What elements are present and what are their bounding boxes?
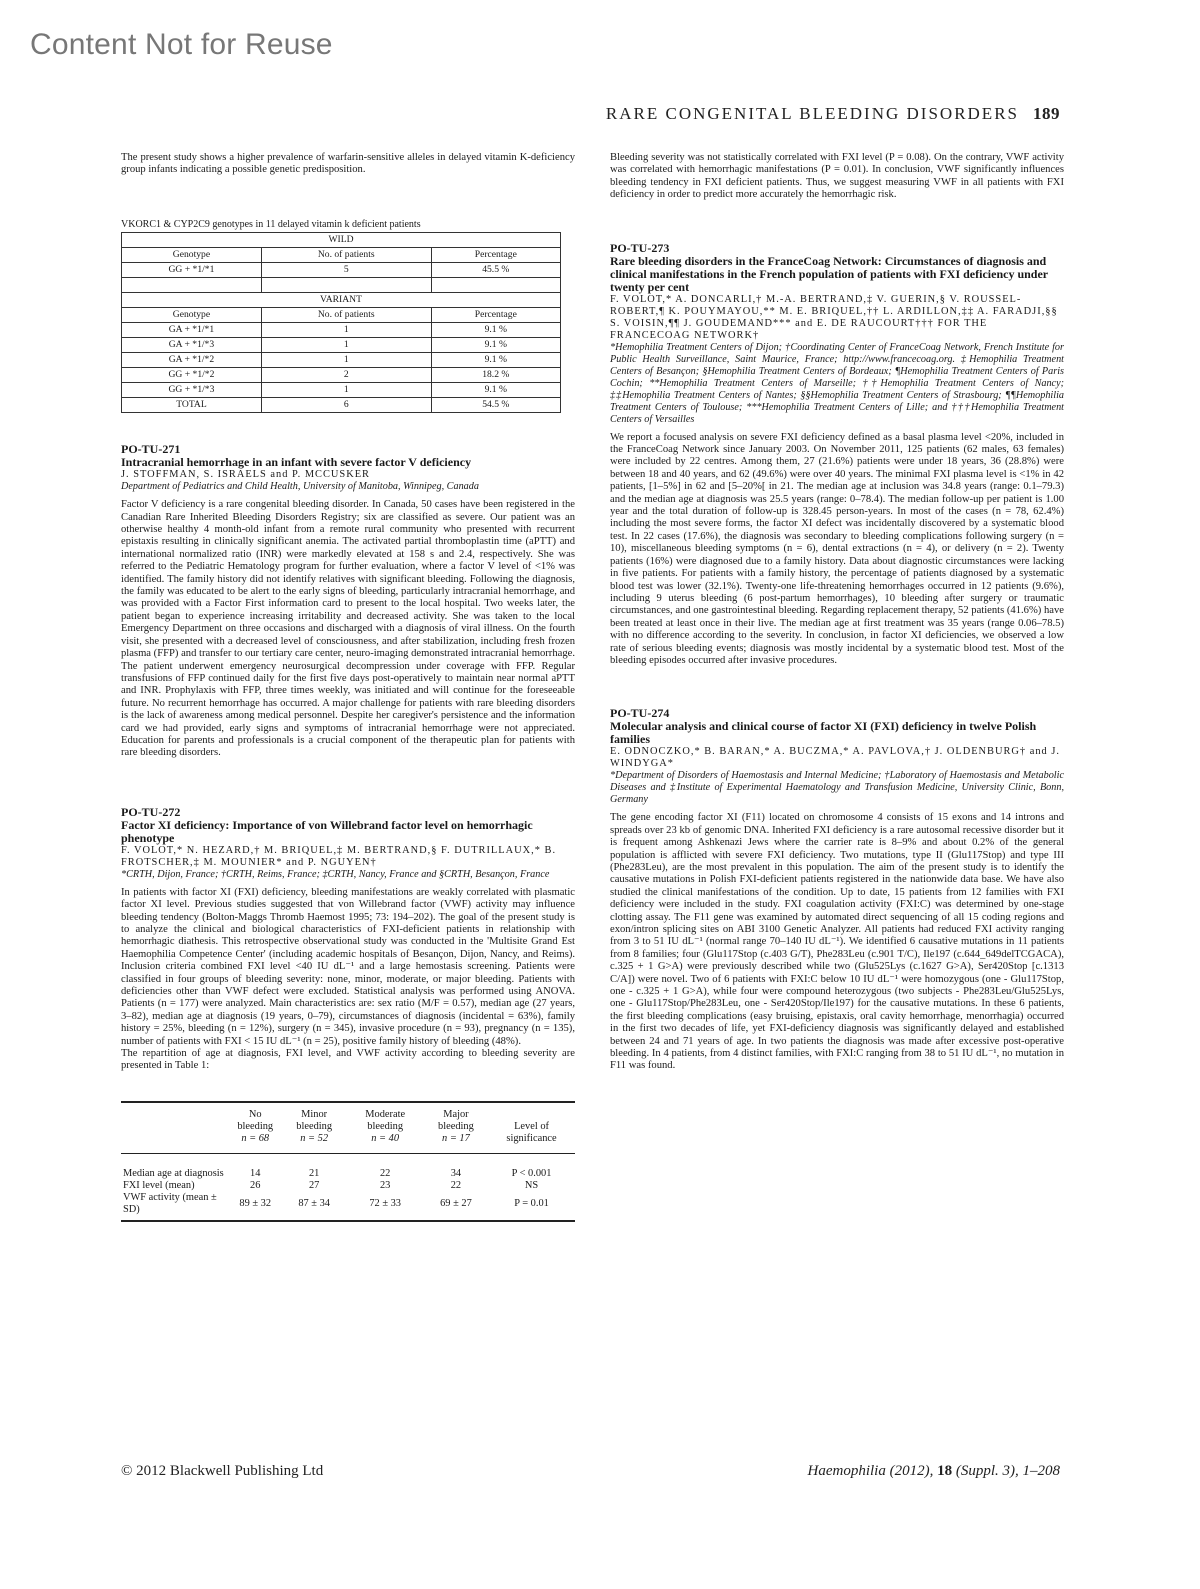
column-header: [347, 1102, 424, 1154]
genotype-table: [121, 232, 561, 413]
abstract-po-tu-273: [610, 242, 1064, 668]
table-cell: [431, 278, 560, 293]
abstract-po-tu-272: [121, 806, 575, 1222]
table-cell: FXI level (mean): [123, 1179, 195, 1191]
bleeding-severity-table: [121, 1101, 575, 1222]
table-cell: GA + *1/*1: [122, 323, 262, 338]
column-header-label: Major bleeding: [438, 1108, 474, 1132]
right-column: [610, 152, 1064, 1079]
table-row: [122, 263, 561, 278]
table-cell: 72 ± 33: [369, 1197, 402, 1209]
table-row: [121, 1192, 575, 1221]
table-cell: 5: [261, 263, 431, 278]
table-cell: 23: [379, 1179, 391, 1191]
column-header-label: No bleeding: [237, 1108, 274, 1132]
intro-paragraph: The present study shows a higher prevalence of warfarin-sensitive alleles in delayed vitamin K-deficiency group infants indicating a possible genetic predisposition.: [121, 152, 575, 176]
column-header: [424, 1102, 488, 1154]
table-row: [122, 353, 561, 368]
page-number: 189: [1033, 104, 1060, 123]
table-cell: 22: [379, 1167, 391, 1179]
table-cell: 26: [250, 1179, 261, 1191]
copyright: © 2012 Blackwell Publishing Ltd: [121, 1463, 324, 1479]
table-cell: GA + *1/*2: [122, 353, 262, 368]
column-header-n: n = 17: [442, 1132, 470, 1144]
wild-group-label: WILD: [122, 233, 561, 248]
table-row: [121, 1153, 575, 1180]
journal-citation: [808, 1463, 1061, 1480]
table-cell: 45.5 %: [431, 263, 560, 278]
table-cell: NS: [524, 1179, 539, 1191]
table-cell: 14: [250, 1167, 261, 1179]
table-cell: 1: [261, 323, 431, 338]
table-cell: 22: [450, 1179, 462, 1191]
running-head-title: RARE CONGENITAL BLEEDING DISORDERS: [605, 104, 1019, 123]
variant-group-label: VARIANT: [122, 293, 561, 308]
table-cell: 9.1 %: [431, 338, 560, 353]
left-column: [121, 152, 575, 1222]
column-header-n: n = 68: [241, 1132, 270, 1144]
column-header-label: Level of significance: [506, 1120, 557, 1144]
running-head: [606, 104, 1060, 124]
abstract-title: Molecular analysis and clinical course of factor XI (FXI) deficiency in twelve Polish families: [610, 719, 1037, 747]
column-header: [488, 1102, 575, 1154]
table-header-row: [122, 248, 561, 263]
table-cell: P < 0.001: [511, 1167, 552, 1179]
table-cell: Percentage: [431, 248, 560, 263]
abstract-affiliation: Department of Pediatrics and Child Health, University of Manitoba, Winnipeg, Canada: [121, 481, 479, 493]
table-cell: No. of patients: [261, 308, 431, 323]
table-cell: VWF activity (mean ± SD): [123, 1191, 217, 1215]
table-cell: Median age at diagnosis: [123, 1167, 224, 1179]
table-cell: 21: [308, 1167, 320, 1179]
column-header-n: n = 40: [371, 1132, 400, 1144]
abstract-id: PO-TU-273: [610, 240, 670, 255]
table-cell: GA + *1/*3: [122, 338, 262, 353]
abstract-authors: F. VOLOT,* N. HEZARD,† M. BRIQUEL,‡ M. BERTRAND,§ F. DUTRILLAUX,* B. FROTSCHER,‡ M. MOUNIER* and P. NGUYEN†: [121, 844, 557, 868]
abstract-id: PO-TU-274: [610, 706, 670, 721]
citation-year: (2012),: [885, 1463, 938, 1479]
abstract-authors: E. ODNOCZKO,* B. BARAN,* A. BUCZMA,* A. PAVLOVA,† J. OLDENBURG† and J. WINDYGA*: [610, 746, 1060, 770]
abstract-body-continued: The repartition of age at diagnosis, FXI level, and VWF activity according to bleeding severity are presented in Table 1:: [121, 1048, 575, 1072]
table-cell: 6: [261, 398, 431, 413]
table-cell: 1: [261, 338, 431, 353]
table-cell: 1: [261, 383, 431, 398]
abstract-authors: F. VOLOT,* A. DONCARLI,† M.-A. BERTRAND,‡ V. GUERIN,§ V. ROUSSEL-ROBERT,¶ K. POUYMAYOU,** M. E. BRIQUEL,†† L. ARDILLON,‡‡ A. FARADJI,§§ S. VOISIN,¶¶ J. GOUDEMAND*** and E. DE RAUCOURT††† FOR THE FRANCECOAG NETWORK†: [610, 293, 1058, 341]
table-cell: 1: [261, 353, 431, 368]
journal-name: Haemophilia: [807, 1463, 886, 1479]
table-cell: 9.1 %: [431, 323, 560, 338]
table-cell: [122, 278, 262, 293]
watermark: Content Not for Reuse: [30, 28, 333, 61]
column-header: [282, 1102, 347, 1154]
table-cell: 34: [450, 1167, 462, 1179]
table-cell: Genotype: [122, 248, 262, 263]
genotype-table-caption: VKORC1 & CYP2C9 genotypes in 11 delayed vitamin k deficient patients: [121, 218, 421, 230]
table-cell: 87 ± 34: [298, 1197, 330, 1209]
table-header-row: [122, 308, 561, 323]
abstract-authors: J. STOFFMAN, S. ISRAELS and P. MCCUSKER: [121, 469, 370, 481]
table-row: [122, 323, 561, 338]
table-cell: 2: [261, 368, 431, 383]
abstract-272-continued: Bleeding severity was not statistically correlated with FXI level (P = 0.08). On the contrary, VWF activity was correlated with hemorrhagic manifestations (P = 0.01). In conclusion, VWF significantly influences bleeding tendency in FXI deficient patients. Thus, we suggest measuring VWF in all patients with FXI deficiency in order to predict more accurately the hemorrhagic risk.: [610, 152, 1064, 201]
table-cell: 54.5 %: [431, 398, 560, 413]
abstract-affiliation: *Department of Disorders of Haemostasis and Internal Medicine; †Laboratory of Haemostasis and Metabolic Diseases and ‡Institute of Experimental Haematology and Transfusion Medicine, University Clinic, Bonn, Germany: [610, 770, 1064, 806]
table-row: [122, 368, 561, 383]
column-header-n: n = 52: [300, 1132, 329, 1144]
table-cell: 9.1 %: [431, 353, 560, 368]
abstract-body: The gene encoding factor XI (F11) located on chromosome 4 consists of 15 exons and 14 introns and spreads over 23 kb of genomic DNA. Inherited FXI deficiency is a rare autosomal recessive disorder but it is frequent among Ashkenazi Jews where the carrier rate is 8–9% and about 0.2% of the general population is afflicted with severe FXI deficiency. Two mutations, type II (Glu117Stop) and type III (Phe283Leu), are the most prevalent in this population. The aim of the present study is to identify the causative mutations in Polish FXI-deficient patients registered in the nationwide data base. We have also studied the clinical manifestations of the condition. Up to date, 15 patients from 12 families with FXI deficiency were included in the study. FXI coagulation activity (FXI:C) was determined by one-stage clotting assay. The F11 gene was examined by automated direct sequencing of all 15 coding regions and exon/intron splicing sites on ABI 3100 Genetic Analyzer. All patients had reduced FXI activity ranging from 3 to 51 IU dL⁻¹ (normal range 70–140 IU dL⁻¹). We identified 6 causative mutations in 11 patients from 8 families; four (Glu117Stop (c.403 G/T), Phe283Leu (c.901 T/C), Ile197 (c.644_649delTCGACA), c.325 + 1 G>A) were previously described while two (Glu525Lys (c.1627 G>A), Ser420Stop [c.1313 C/A]) were novel. Two of 6 patients with FXI:C below 10 IU dL⁻¹ were homozygous (one - Glu117Stop, one - c.325 + 1 G>A), while four were compound heterozygous (two subjects - Phe283Leu/Glu525Lys, one - Glu117Stop/Phe283Leu, one - Ser420Stop/Ile197) for the causative mutations. In these 6 patients, the first bleeding complications (easy bruising, epistaxis, oral cavity hemorrhage, menorrhagia) occurred in the first two decades of life, yet FXI-deficiency diagnosis was significantly delayed and established between 24 and 71 years of age. In two patients the diagnosis was made after excessive post-operative bleeding. In 4 patients, from 4 distinct families, with FXI:C ranging from 38 to 51 IU dL⁻¹, no mutation in F11 was found.: [610, 812, 1064, 1072]
table-cell: Percentage: [431, 308, 560, 323]
table-cell: 69 ± 27: [440, 1197, 472, 1209]
volume: 18: [937, 1463, 953, 1479]
column-header: [229, 1102, 282, 1154]
abstract-affiliation: *Hemophilia Treatment Centers of Dijon; †Coordinating Center of FranceCoag Network, French Institute for Public Health Surveillance, Saint Maurice, France; http://www.francecoag.org. ‡Hemophilia Treatment Centers of Besançon; §Hemophilia Treatment Centers of Bordeaux; ¶Hemophilia Treatment Centers of Paris Cochin; **Hemophilia Treatment Centers of Marseille; ††Hemophilia Treatment Centers of Nancy; ‡‡Hemophilia Treatment Centers of Nantes; §§Hemophilia Treatment Centers of Strasbourg; ¶¶Hemophilia Treatment Centers of Toulouse; ***Hemophilia Treatment Centers of Lille; and †††Hemophilia Treatment Centers of Versailles: [610, 341, 1064, 425]
abstract-title: Rare bleeding disorders in the FranceCoag Network: Circumstances of diagnosis and clinical manifestations in the French population of patients with FXI deficiency under twenty per cent: [610, 253, 1048, 294]
table-row: [121, 1180, 575, 1192]
table-cell: TOTAL: [122, 398, 262, 413]
abstract-body: Factor V deficiency is a rare congenital bleeding disorder. In Canada, 50 cases have been registered in the Canadian Rare Inherited Bleeding Disorders Registry; six are classified as severe. Our patient was an otherwise healthy 4 month-old infant from a remote rural community who presented with recurrent epistaxis resulting in clinically significant anemia. The activated partial thromboplastin time (aPTT) and international normalized ratio (INR) were markedly elevated at 158 s and 2.4, respectively. She was referred to the Pediatric Hematology program for further evaluation, where a factor V level of <1% was identified. The family history did not identify relatives with significant bleeding. Following the diagnosis, the family was educated to be alert to the early signs of bleeding, particularly intracranial hemorrhage, and was provided with a Factor First information card to present to the local hospital. Two weeks later, the patient began to experience increasing irritability and decreased activity. She was taken to the local Emergency Department on three occasions and discharged with a diagnosis of viral illness. On the fourth visit, she presented with a decreased level of consciousness, and after stabilization, including fresh frozen plasma (FFP) and transfer to our tertiary care center, neuro-imaging demonstrated intracranial hemorrhage. The patient underwent emergency neurosurgical decompression under coverage with FFP. Regular transfusions of FFP continued daily for the first five days post-operatively to maintain near normal aPTT and INR. Prophylaxis with FFP, three times weekly, was initiated and will continue for the foreseeable future. No recurrent hemorrhage has occurred. A major challenge for patients with rare bleeding disorders is the lack of awareness among medical personnel. Despite her caregiver's persistence and the information card we had provided, early signs and symptoms of intracranial hemorrhage were not appreciated. Education for parents and professionals is a crucial component of the therapeutic plan for patients with rare bleeding disorders.: [121, 499, 575, 759]
table-cell: GG + *1/*3: [122, 383, 262, 398]
abstract-affiliation: *CRTH, Dijon, France; †CRTH, Reims, France; ‡CRTH, Nancy, France and §CRTH, Besançon, France: [121, 868, 550, 880]
table-cell: GG + *1/*1: [122, 263, 262, 278]
abstract-po-tu-271: [121, 443, 575, 760]
table-row: [122, 383, 561, 398]
column-header-label: Moderate bleeding: [365, 1108, 406, 1132]
table-row: [122, 398, 561, 413]
abstract-body: We report a focused analysis on severe FXI deficiency defined as a basal plasma level <20%, included in the FranceCoag Network since January 2003. On November 2011, 125 patients (62 males, 63 females) were included by 22 centres. Among them, 27 (21.6%) patients were under 18 years, 36 (28.8%) were between 18 and 40 years, and 62 (49.6%) were over 40 years. The minimal FXI plasma level is <1% in 42 patients, [1–5%] in 62 and [5–20%[ in 21. The median age at inclusion was 34.8 years (range: 0.1–79.3) and the median age at diagnosis was 25.5 years (range: 0–78.4). The median follow-up per patient is 1.00 year and the total duration of follow-up is 328.45 person-years. In most of the cases (n = 78, 62.4%) including the most severe forms, the factor XI defect was incidentally discovered by a systematic blood test. In 22 cases (17.6%), the diagnosis was secondary to bleeding complications following surgery (n = 10), miscellaneous bleeding symptoms (n = 6), dental extractions (n = 4), or delivery (n = 2). Twenty patients (16%) were diagnosed due to a family history. Data about diagnostic circumstances were lacking in five patients. For patients with a family history, the percentage of patients diagnosed by a systematic blood test was lower (32.1%). Twenty-one life-threatening hemorrhages occurred in 12 patients (9.6%), including 9 uterus bleeding (6 post-partum hemorrhages), 10 bleeding after surgery or traumatic circumstances, and one gastrointestinal bleeding. Regarding replacement therapy, 52 patients (41.6%) have been treated at least once in their live. The median age at first treatment was 35 years (range 0.06–78.5) with no difference according to the severity. In conclusion, in factor XI deficiencies, we observed a low rate of serious bleeding events; diagnosis was mostly incidental by a systematic blood test. Most of the bleeding episodes occurred after invasive procedures.: [610, 431, 1064, 666]
table-cell: [261, 278, 431, 293]
abstract-body: In patients with factor XI (FXI) deficiency, bleeding manifestations are weakly correlated with plasmatic factor XI level. Previous studies suggested that von Willebrand factor (VWF) activity may influence bleeding tendency (Bolton-Maggs Thromb Haemost 1995; 73: 194–202). The goal of the present study is to analyze the clinical and biological characteristics of FXI-deficient patients in relationship with hemorrhagic diathesis. This retrospective observational study was conducted in the 'Multisite Grand Est Haemophilia Competence Center' (including academic hospitals of Besançon, Dijon, Nancy, and Reims). Inclusion criteria combined FXI level <40 IU dL⁻¹ and a large hemostasis screening. Patients were classified in four groups of bleeding severity: none, minor, moderate, or major bleeding. Patients with deficiencies other than VWF defect were excluded. Statistical analysis was performed using ANOVA. Patients (n = 177) were analyzed. Main characteristics are: sex ratio (M/F = 0.57), median age (27 years, 3–82), median age at diagnosis (19 years, 0–79), circumstances of diagnosis (incidental = 63%), family history = 25%, bleeding (n = 12%), surgery (n = 345), invasive procedure (n = 93), pregnancy (n = 135), number of patients with FXI < 15 IU dL⁻¹ (n = 25), positive family history of bleeding (48%).: [121, 886, 575, 1047]
table-cell: GG + *1/*2: [122, 368, 262, 383]
abstract-id: PO-TU-271: [121, 442, 181, 457]
table-row: [122, 338, 561, 353]
table-cell: Genotype: [122, 308, 262, 323]
table-cell: 27: [308, 1179, 320, 1191]
column-header-label: Minor bleeding: [296, 1108, 333, 1132]
abstract-po-tu-274: [610, 707, 1064, 1073]
supplement-pages: (Suppl. 3), 1–208: [952, 1463, 1060, 1479]
column-header: [121, 1102, 229, 1154]
abstract-id: PO-TU-272: [121, 804, 181, 819]
table-cell: P = 0.01: [514, 1197, 549, 1209]
table-cell: No. of patients: [261, 248, 431, 263]
abstract-title: Intracranial hemorrhage in an infant with severe factor V deficiency: [121, 455, 472, 470]
table-cell: 18.2 %: [431, 368, 560, 383]
abstract-title: Factor XI deficiency: Importance of von Willebrand factor level on hemorrhagic phenotype: [121, 817, 533, 845]
table-empty-row: [122, 278, 561, 293]
table-cell: 89 ± 32: [239, 1197, 272, 1209]
table-cell: 9.1 %: [431, 383, 560, 398]
